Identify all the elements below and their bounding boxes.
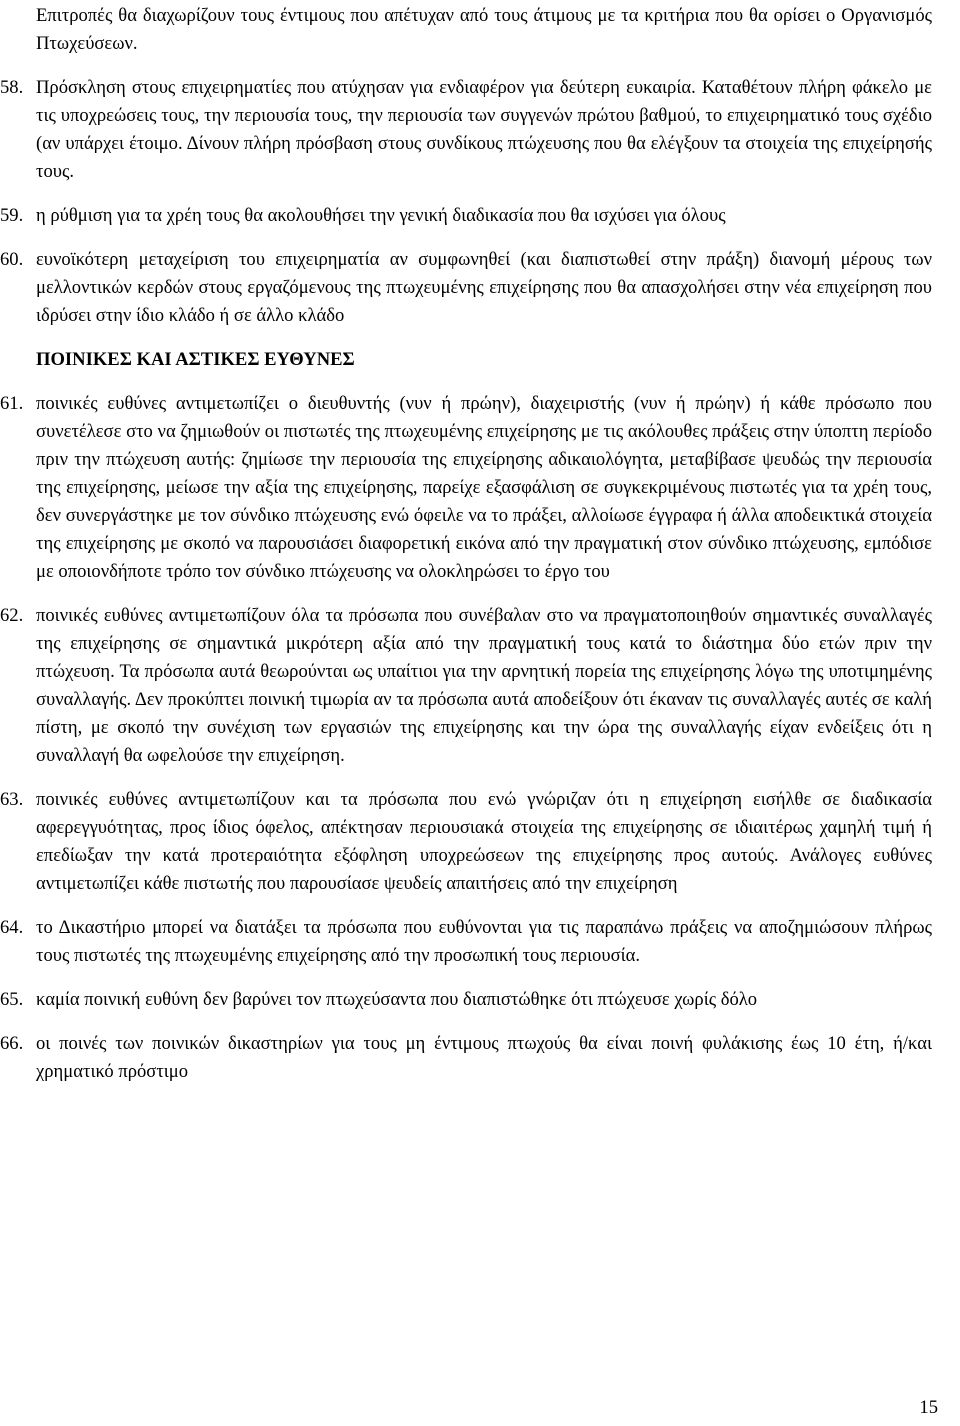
list-item-60 (0, 246, 932, 330)
spacer (36, 330, 932, 346)
item-text: ποινικές ευθύνες αντιμετωπίζουν και τα πρόσωπα που ενώ γνώριζαν ότι η επιχείρηση εισήλθε σε διαδικασία αφερεγγυότητας, προς ίδιος όφελος, απέκτησαν περιουσιακά στοιχεία της επιχείρησης σε ιδιαιτέρως χαμηλή τιμή ή επεδίωξαν την κατά προτεραιότητα εξόφληση υποχρεώσεων της επιχείρησης προς αυτούς. Ανάλογες ευθύνες αντιμετωπίζει κάθε πιστωτής που παρουσίασε ψευδείς απαιτήσεις από την επιχείρηση (36, 789, 932, 894)
spacer (36, 186, 932, 202)
item-number: 65. (0, 989, 24, 1010)
item-number: 61. (0, 393, 24, 414)
list-item-66 (0, 1030, 932, 1086)
item-number: 60. (0, 249, 24, 270)
list-item-59 (0, 202, 932, 230)
spacer (36, 970, 932, 986)
spacer (36, 898, 932, 914)
intro-paragraph: Επιτροπές θα διαχωρίζουν τους έντιμους που απέτυχαν από τους άτιμους με τα κριτήρια που θα ορίσει ο Οργανισμός Πτωχεύσεων. (36, 5, 932, 54)
item-number: 62. (0, 605, 24, 626)
item-number: 66. (0, 1033, 24, 1054)
spacer (36, 374, 932, 390)
spacer (36, 58, 932, 74)
item-text: ποινικές ευθύνες αντιμετωπίζουν όλα τα πρόσωπα που συνέβαλαν στο να πραγματοποιηθούν σημαντικές συναλλαγές της επιχείρησης σε σημαντικά μικρότερη αξία από την πραγματική τους κατά το διάστημα δύο ετών πριν την πτώχευση. Τα πρόσωπα αυτά θεωρούνται ως υπαίτιοι για την αρνητική πορεία της επιχείρησης λόγω της υποτιμημένης συναλλαγής. Δεν προκύπτει ποινική τιμωρία αν τα πρόσωπα αυτά αποδείξουν ότι έκαναν τις συναλλαγές αυτές σε καλή πίστη, με σκοπό την συνέχιση των εργασιών της επιχείρησης και την ώρα της συναλλαγής είχαν ενδείξεις ότι η συναλλαγή θα ωφελούσε την επιχείρηση. (36, 605, 932, 766)
list-item-63 (0, 786, 932, 898)
item-text: η ρύθμιση για τα χρέη τους θα ακολουθήσει την γενική διαδικασία που θα ισχύσει για όλους (36, 205, 726, 226)
spacer (36, 586, 932, 602)
spacer (36, 230, 932, 246)
item-number: 59. (0, 205, 24, 226)
item-text: ευνοϊκότερη μεταχείριση του επιχειρηματία αν συμφωνηθεί (και διαπιστωθεί στην πράξη) διανομή μέρους των μελλοντικών κερδών στους εργαζόμενους της πτωχευμένης επιχείρησης που θα απασχολήσει στην νέα επιχείρηση που ιδρύσει στην ίδιο κλάδο ή σε άλλο κλάδο (36, 249, 932, 326)
spacer (36, 770, 932, 786)
list-item-58 (0, 74, 932, 186)
item-text: οι ποινές των ποινικών δικαστηρίων για τους μη έντιμους πτωχούς θα είναι ποινή φυλάκισης έως 10 έτη, ή/και χρηματικό πρόστιμο (36, 1033, 932, 1082)
list-item-62 (0, 602, 932, 770)
item-text: καμία ποινική ευθύνη δεν βαρύνει τον πτωχεύσαντα που διαπιστώθηκε ότι πτώχευσε χωρίς δόλο (36, 989, 758, 1010)
item-text: Πρόσκληση στους επιχειρηματίες που ατύχησαν για ενδιαφέρον για δεύτερη ευκαιρία. Καταθέτουν πλήρη φάκελο με τις υποχρεώσεις τους, την περιουσία τους, την περιουσία των συγγενών πρώτου βαθμού, το επιχειρηματικό τους σχέδιο (αν υπάρχει έτοιμο. Δίνουν πλήρη πρόσβαση στους συνδίκους πτώχευσης που θα ελέγξουν τα στοιχεία της επιχείρησής τους. (36, 77, 932, 182)
item-text: ποινικές ευθύνες αντιμετωπίζει ο διευθυντής (νυν ή πρώην), διαχειριστής (νυν ή πρώην) ή κάθε πρόσωπο που συνετέλεσε στο να ζημιωθούν οι πιστωτές της πτωχευμένης επιχείρησης με τις ακόλουθες πράξεις στην ύποπτη περίοδο πριν την πτώχευση αυτής: ζημίωσε την περιουσία της επιχείρησης αδικαιολόγητα, μεταβίβασε ψευδώς την περιουσία της επιχείρησης, μείωσε την αξία της επιχείρησης, παρείχε εξασφάλιση σε συγκεκριμένους πιστωτές για τα χρέη τους, δεν συνεργάστηκε με τον σύνδικο πτώχευσης ενώ όφειλε να το πράξει, αλλοίωσε έγγραφα ή άλλα αποδεικτικά στοιχεία της επιχείρησης με σκοπό να παρουσιάσει διαφορετική εικόνα από την πραγματική στον σύνδικο πτώχευσης, εμπόδισε με οποιονδήποτε τρόπο τον σύνδικο πτώχευσης να ολοκληρώσει το έργο του (36, 393, 932, 582)
list-item-65 (0, 986, 932, 1014)
list-item-61 (0, 390, 932, 586)
spacer (36, 1014, 932, 1030)
item-number: 58. (0, 77, 24, 98)
item-number: 64. (0, 917, 24, 938)
page-number: 15 (919, 1397, 938, 1418)
item-text: το Δικαστήριο μπορεί να διατάξει τα πρόσωπα που ευθύνονται για τις παραπάνω πράξεις να αποζημιώσουν πλήρως τους πιστωτές της πτωχευμένης επιχείρησης από την προσωπική τους περιουσία. (36, 917, 932, 966)
list-item-64 (0, 914, 932, 970)
item-number: 63. (0, 789, 24, 810)
section-heading: ΠΟΙΝΙΚΕΣ ΚΑΙ ΑΣΤΙΚΕΣ ΕΥΘΥΝΕΣ (36, 349, 355, 370)
